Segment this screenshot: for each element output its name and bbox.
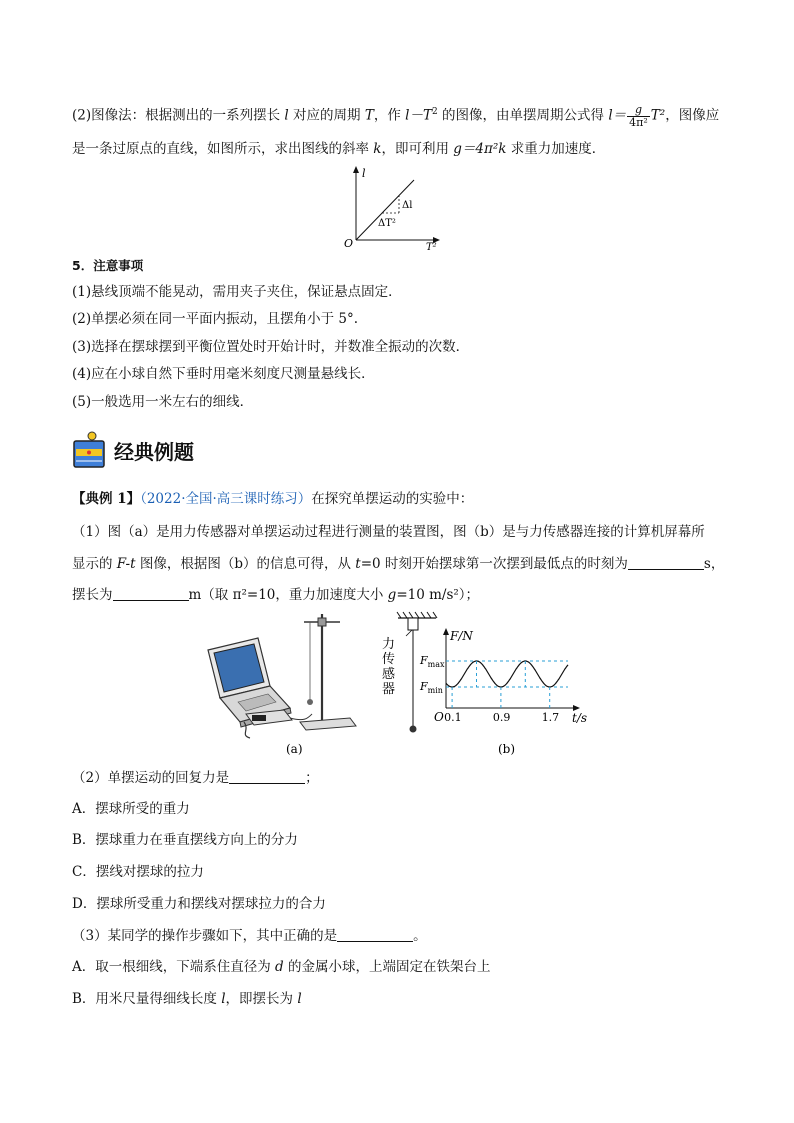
text: 求重力加速度． bbox=[506, 141, 606, 157]
text: ； bbox=[305, 770, 319, 786]
q2 bbox=[72, 768, 319, 788]
fraction bbox=[627, 104, 650, 129]
text: 的金属小球，上端固定在铁架台上 bbox=[283, 959, 491, 975]
text: （2）单摆运动的回复力是 bbox=[72, 770, 230, 786]
text: 图像，根据图（b）的信息可得，从 bbox=[135, 556, 356, 572]
y-label: F/N bbox=[450, 629, 473, 643]
stand-icon bbox=[300, 614, 356, 730]
x-tick-label: 0.9 bbox=[492, 711, 511, 724]
cable bbox=[290, 714, 312, 720]
text: 的图像，由单摆周期公式得 bbox=[437, 107, 609, 124]
x-label: T² bbox=[426, 242, 437, 250]
sensor-label-char: 感 bbox=[382, 667, 396, 682]
text: ，图像应 bbox=[665, 107, 720, 124]
q2-option: D．摆球所受重力和摆线对摆球拉力的合力 bbox=[72, 896, 326, 912]
eq-lhs: l＝ bbox=[608, 107, 627, 124]
eq-rhs: T² bbox=[650, 107, 666, 124]
g-formula: g＝4π²k bbox=[453, 141, 507, 157]
sensor-label-char: 器 bbox=[382, 682, 396, 697]
graph-var: l－T bbox=[405, 107, 432, 124]
note-item: (1)悬线顶端不能晃动，需用夹子夹住，保证悬点固定． bbox=[72, 284, 402, 300]
q2-option: B．摆球重力在垂直摆线方向上的分力 bbox=[72, 832, 298, 848]
figure-a bbox=[200, 610, 360, 758]
note-item: (3)选择在摆球摆到平衡位置处时开始计时，并数准全振动的次数． bbox=[72, 339, 470, 355]
book-icon bbox=[72, 431, 106, 469]
q3 bbox=[72, 926, 427, 946]
sup: 2 bbox=[431, 107, 438, 117]
fmax-label: $F_{max}$ bbox=[420, 654, 445, 669]
example1-intro bbox=[72, 489, 473, 509]
text: =0 时刻开始摆球第一次摆到最低点的时刻为 bbox=[360, 556, 628, 572]
sensor-label-char: 力 bbox=[382, 637, 396, 652]
q3-option-a bbox=[72, 957, 491, 977]
text: 对应的周期 bbox=[288, 107, 365, 124]
var-l: l bbox=[297, 991, 302, 1007]
notes-heading: 5．注意事项 bbox=[72, 258, 144, 273]
q1-line1: （1）图（a）是用力传感器对单摆运动过程进行测量的装置图，图（b）是与力传感器连接的计算机屏幕所 bbox=[72, 524, 705, 540]
answer-blank[interactable] bbox=[113, 586, 189, 601]
example-label: 【典例 1】 bbox=[72, 491, 141, 507]
text: B．用米尺量得细线长度 bbox=[72, 991, 222, 1007]
var-l: l bbox=[221, 991, 226, 1007]
answer-blank[interactable] bbox=[337, 927, 413, 942]
var-Ft: F-t bbox=[116, 556, 136, 572]
method2-line2 bbox=[72, 139, 605, 159]
y-arrow bbox=[353, 166, 359, 173]
q2-option: C．摆线对摆球的拉力 bbox=[72, 864, 204, 880]
frac-num: g bbox=[627, 104, 650, 117]
x-label: t/s bbox=[572, 711, 588, 725]
section-title: 经典例题 bbox=[114, 439, 194, 464]
q2-option: A．摆球所受的重力 bbox=[72, 801, 190, 817]
sensor-label-char: 传 bbox=[382, 652, 396, 667]
x-ticks bbox=[444, 661, 559, 724]
y-label: l bbox=[362, 167, 366, 180]
text: ，即摆长为 bbox=[225, 991, 298, 1007]
text: A．取一根细线，下端系住直径为 bbox=[72, 959, 276, 975]
var-T: T bbox=[364, 107, 374, 124]
delta-l-label: Δl bbox=[402, 200, 413, 211]
method2-line1 bbox=[72, 102, 719, 129]
text: =10 m/s²）； bbox=[396, 587, 480, 603]
l-T2-graph bbox=[340, 164, 452, 250]
example-source: （2022·全国·高三课时练习） bbox=[140, 491, 312, 507]
figure-b bbox=[376, 610, 598, 758]
frac-den: 4π² bbox=[629, 115, 648, 129]
var-k: k bbox=[373, 141, 382, 157]
x-tick-label: 0.1 bbox=[444, 711, 462, 724]
text: 摆长为 bbox=[72, 587, 113, 603]
answer-blank[interactable] bbox=[628, 555, 704, 570]
var-l: l bbox=[284, 107, 289, 124]
text: s， bbox=[703, 556, 725, 572]
q3-option-b bbox=[72, 989, 302, 1009]
text: ，即可利用 bbox=[381, 141, 454, 157]
text: (2)图像法：根据测出的一系列摆长 bbox=[72, 107, 285, 124]
ceiling-mount bbox=[397, 612, 437, 636]
section-header bbox=[72, 430, 194, 470]
text: 是一条过原点的直线，如图所示，求出图线的斜率 bbox=[72, 141, 374, 157]
text: 在探究单摆运动的实验中： bbox=[311, 491, 474, 507]
fmin-label: $F_{min}$ bbox=[420, 680, 443, 695]
origin: O bbox=[344, 237, 354, 250]
note-item: (4)应在小球自然下垂时用毫米刻度尺测量悬线长． bbox=[72, 366, 375, 382]
figure-a-caption: (a) bbox=[286, 742, 303, 756]
var-g: g bbox=[387, 587, 397, 603]
figure-b-caption: (b) bbox=[498, 742, 516, 756]
text: m（取 π²=10，重力加速度大小 bbox=[188, 587, 388, 603]
text: 显示的 bbox=[72, 556, 117, 572]
text: （3）某同学的操作步骤如下，其中正确的是 bbox=[72, 928, 338, 944]
q1-line3 bbox=[72, 585, 479, 605]
text: 。 bbox=[413, 928, 427, 944]
note-item: (5)一般选用一米左右的细线． bbox=[72, 394, 254, 410]
var-t: t bbox=[355, 556, 361, 572]
y-arrow bbox=[443, 628, 449, 635]
f-t-chart bbox=[419, 628, 587, 725]
pendulum-bob bbox=[410, 726, 417, 733]
var-d: d bbox=[275, 959, 284, 975]
f-t-curve bbox=[446, 661, 568, 687]
x-tick-label: 1.7 bbox=[541, 711, 560, 724]
text: ，作 bbox=[373, 107, 406, 124]
q1-line2 bbox=[72, 554, 724, 574]
answer-blank[interactable] bbox=[229, 769, 305, 784]
delta-T2-label: ΔT² bbox=[378, 218, 396, 229]
origin: O bbox=[434, 710, 444, 724]
note-item: (2)单摆必须在同一平面内振动，且摆角小于 5°. bbox=[72, 311, 359, 327]
